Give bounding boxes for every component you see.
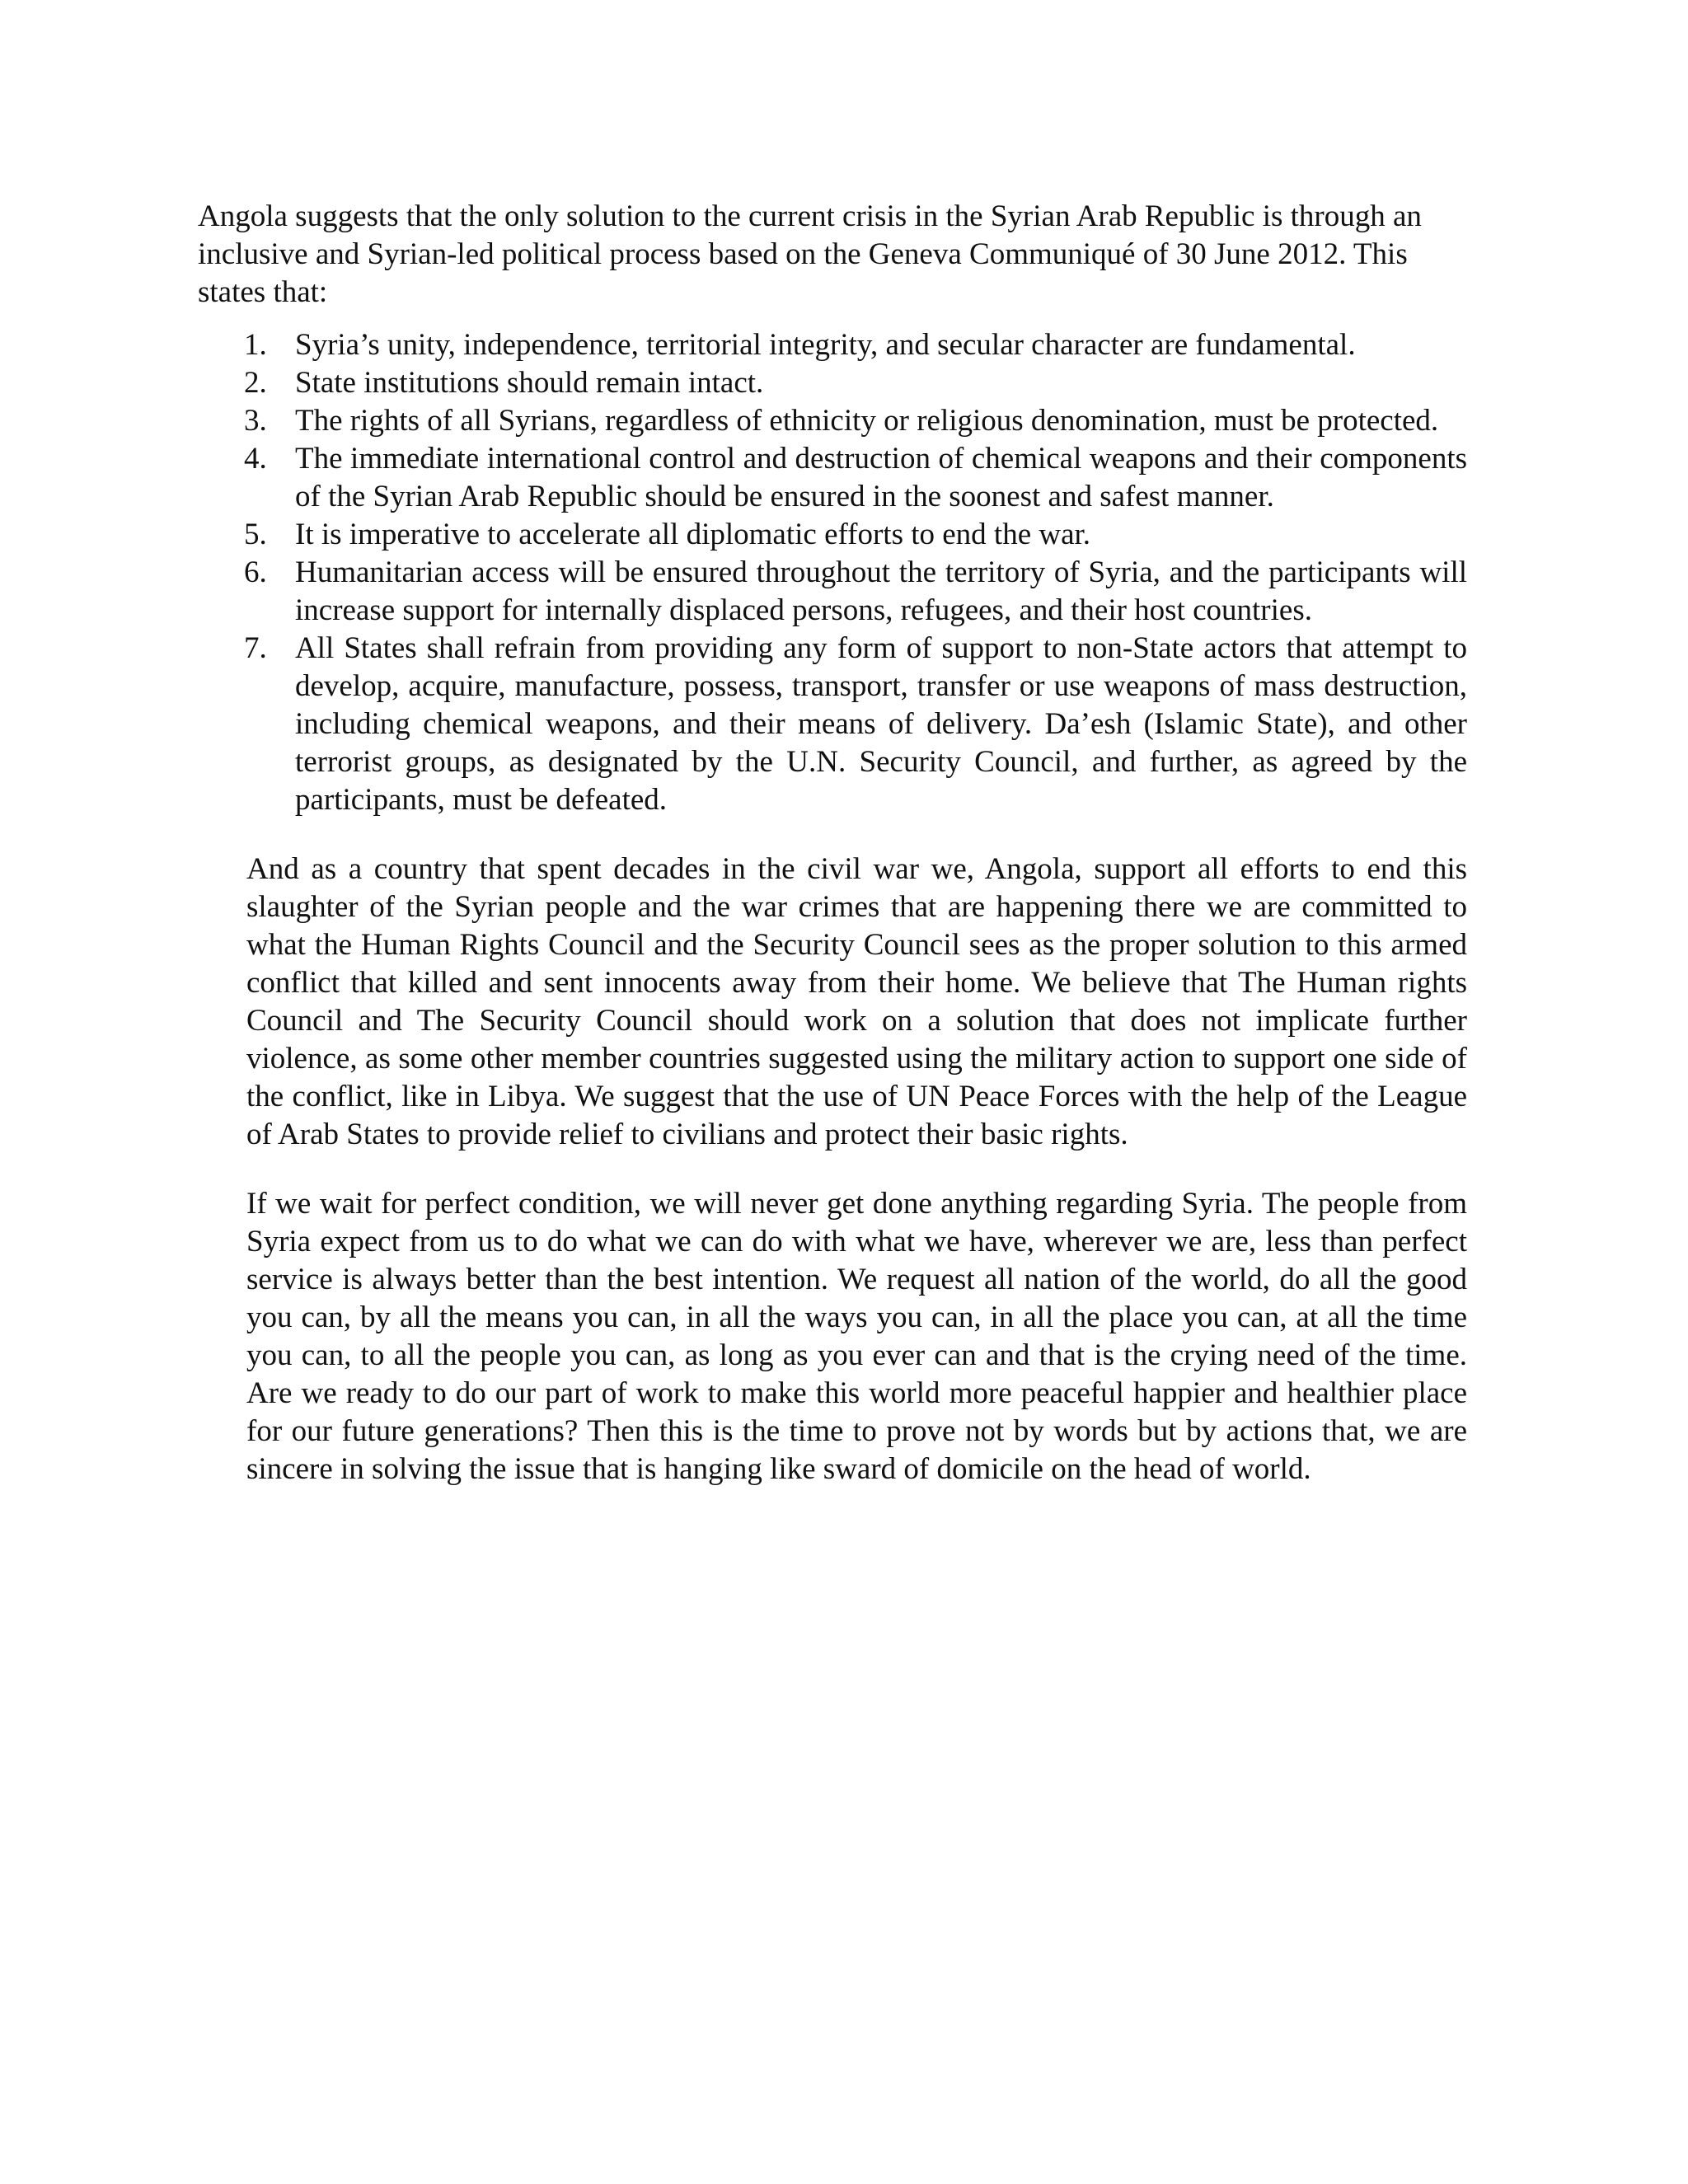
list-item-number: 7. [244,631,267,665]
intro-paragraph: Angola suggests that the only solution to the current crisis in the Syrian Arab Republic is through an inclusive and Syrian-led political process based on the Geneva Communiqué of 30 June 2012. This states that: [198,199,1422,309]
list-item [198,554,1467,630]
list-item [198,364,1467,402]
closing-paragraph: If we wait for perfect condition, we will never get done anything regarding Syria. The people from Syria expect from us to do what we can do with what we have, wherever we are, less than perfect service is always better than the best intention. We request all nation of the world, do all the good you can, by all the means you can, in all the ways you can, in all the place you can, at all the time you can, to all the people you can, as long as you ever can and that is the crying need of the time. Are we ready to do our part of work to make this world more peaceful happier and healthier place for our future generations? Then this is the time to prove not by words but by actions that, we are sincere in solving the issue that is hanging like sward of domicile on the head of world. [246,1187,1467,1486]
list-item-text: The immediate international control and destruction of chemical weapons and their components of the Syrian Arab Republic should be ensured in the soonest and safest manner. [295,442,1467,513]
list-item-number: 4. [244,442,267,476]
list-item-number: 1. [244,328,267,362]
list-item-text: Syria’s unity, independence, territorial integrity, and secular character are fundamental. [295,328,1356,362]
list-item-text: It is imperative to accelerate all diplomatic efforts to end the war. [295,518,1091,551]
numbered-list [198,326,1467,819]
list-item-text: All States shall refrain from providing any form of support to non-State actors that attempt to develop, acquire, manufacture, possess, transport, transfer or use weapons of mass destruction, including chemical weapons, and their means of delivery. Da’esh (Islamic State), and other terrorist groups, as designated by the U.N. Security Council, and further, as agreed by the participants, must be defeated. [295,631,1467,817]
list-item-number: 5. [244,518,267,551]
list-item-number: 6. [244,555,267,589]
list-item-text: The rights of all Syrians, regardless of ethnicity or religious denomination, must be protected. [295,404,1439,438]
list-item-number: 2. [244,366,267,400]
list-item-text: State institutions should remain intact. [295,366,764,400]
support-paragraph: And as a country that spent decades in the civil war we, Angola, support all efforts to end this slaughter of the Syrian people and the war crimes that are happening there we are committed to what the Human Rights Council and the Security Council sees as the proper solution to this armed conflict that killed and sent innocents away from their home. We believe that The Human rights Council and The Security Council should work on a solution that does not implicate further violence, as some other member countries suggested using the military action to support one side of the conflict, like in Libya. We suggest that the use of UN Peace Forces with the help of the League of Arab States to provide relief to civilians and protect their basic rights. [246,852,1467,1151]
list-item [198,326,1467,364]
list-item [198,516,1467,554]
list-item-number: 3. [244,404,267,438]
list-item-text: Humanitarian access will be ensured throughout the territory of Syria, and the participants will increase support for internally displaced persons, refugees, and their host countries. [295,555,1467,627]
list-item [198,440,1467,516]
list-item [198,402,1467,440]
list-item [198,630,1467,819]
document-body [198,198,1467,1488]
